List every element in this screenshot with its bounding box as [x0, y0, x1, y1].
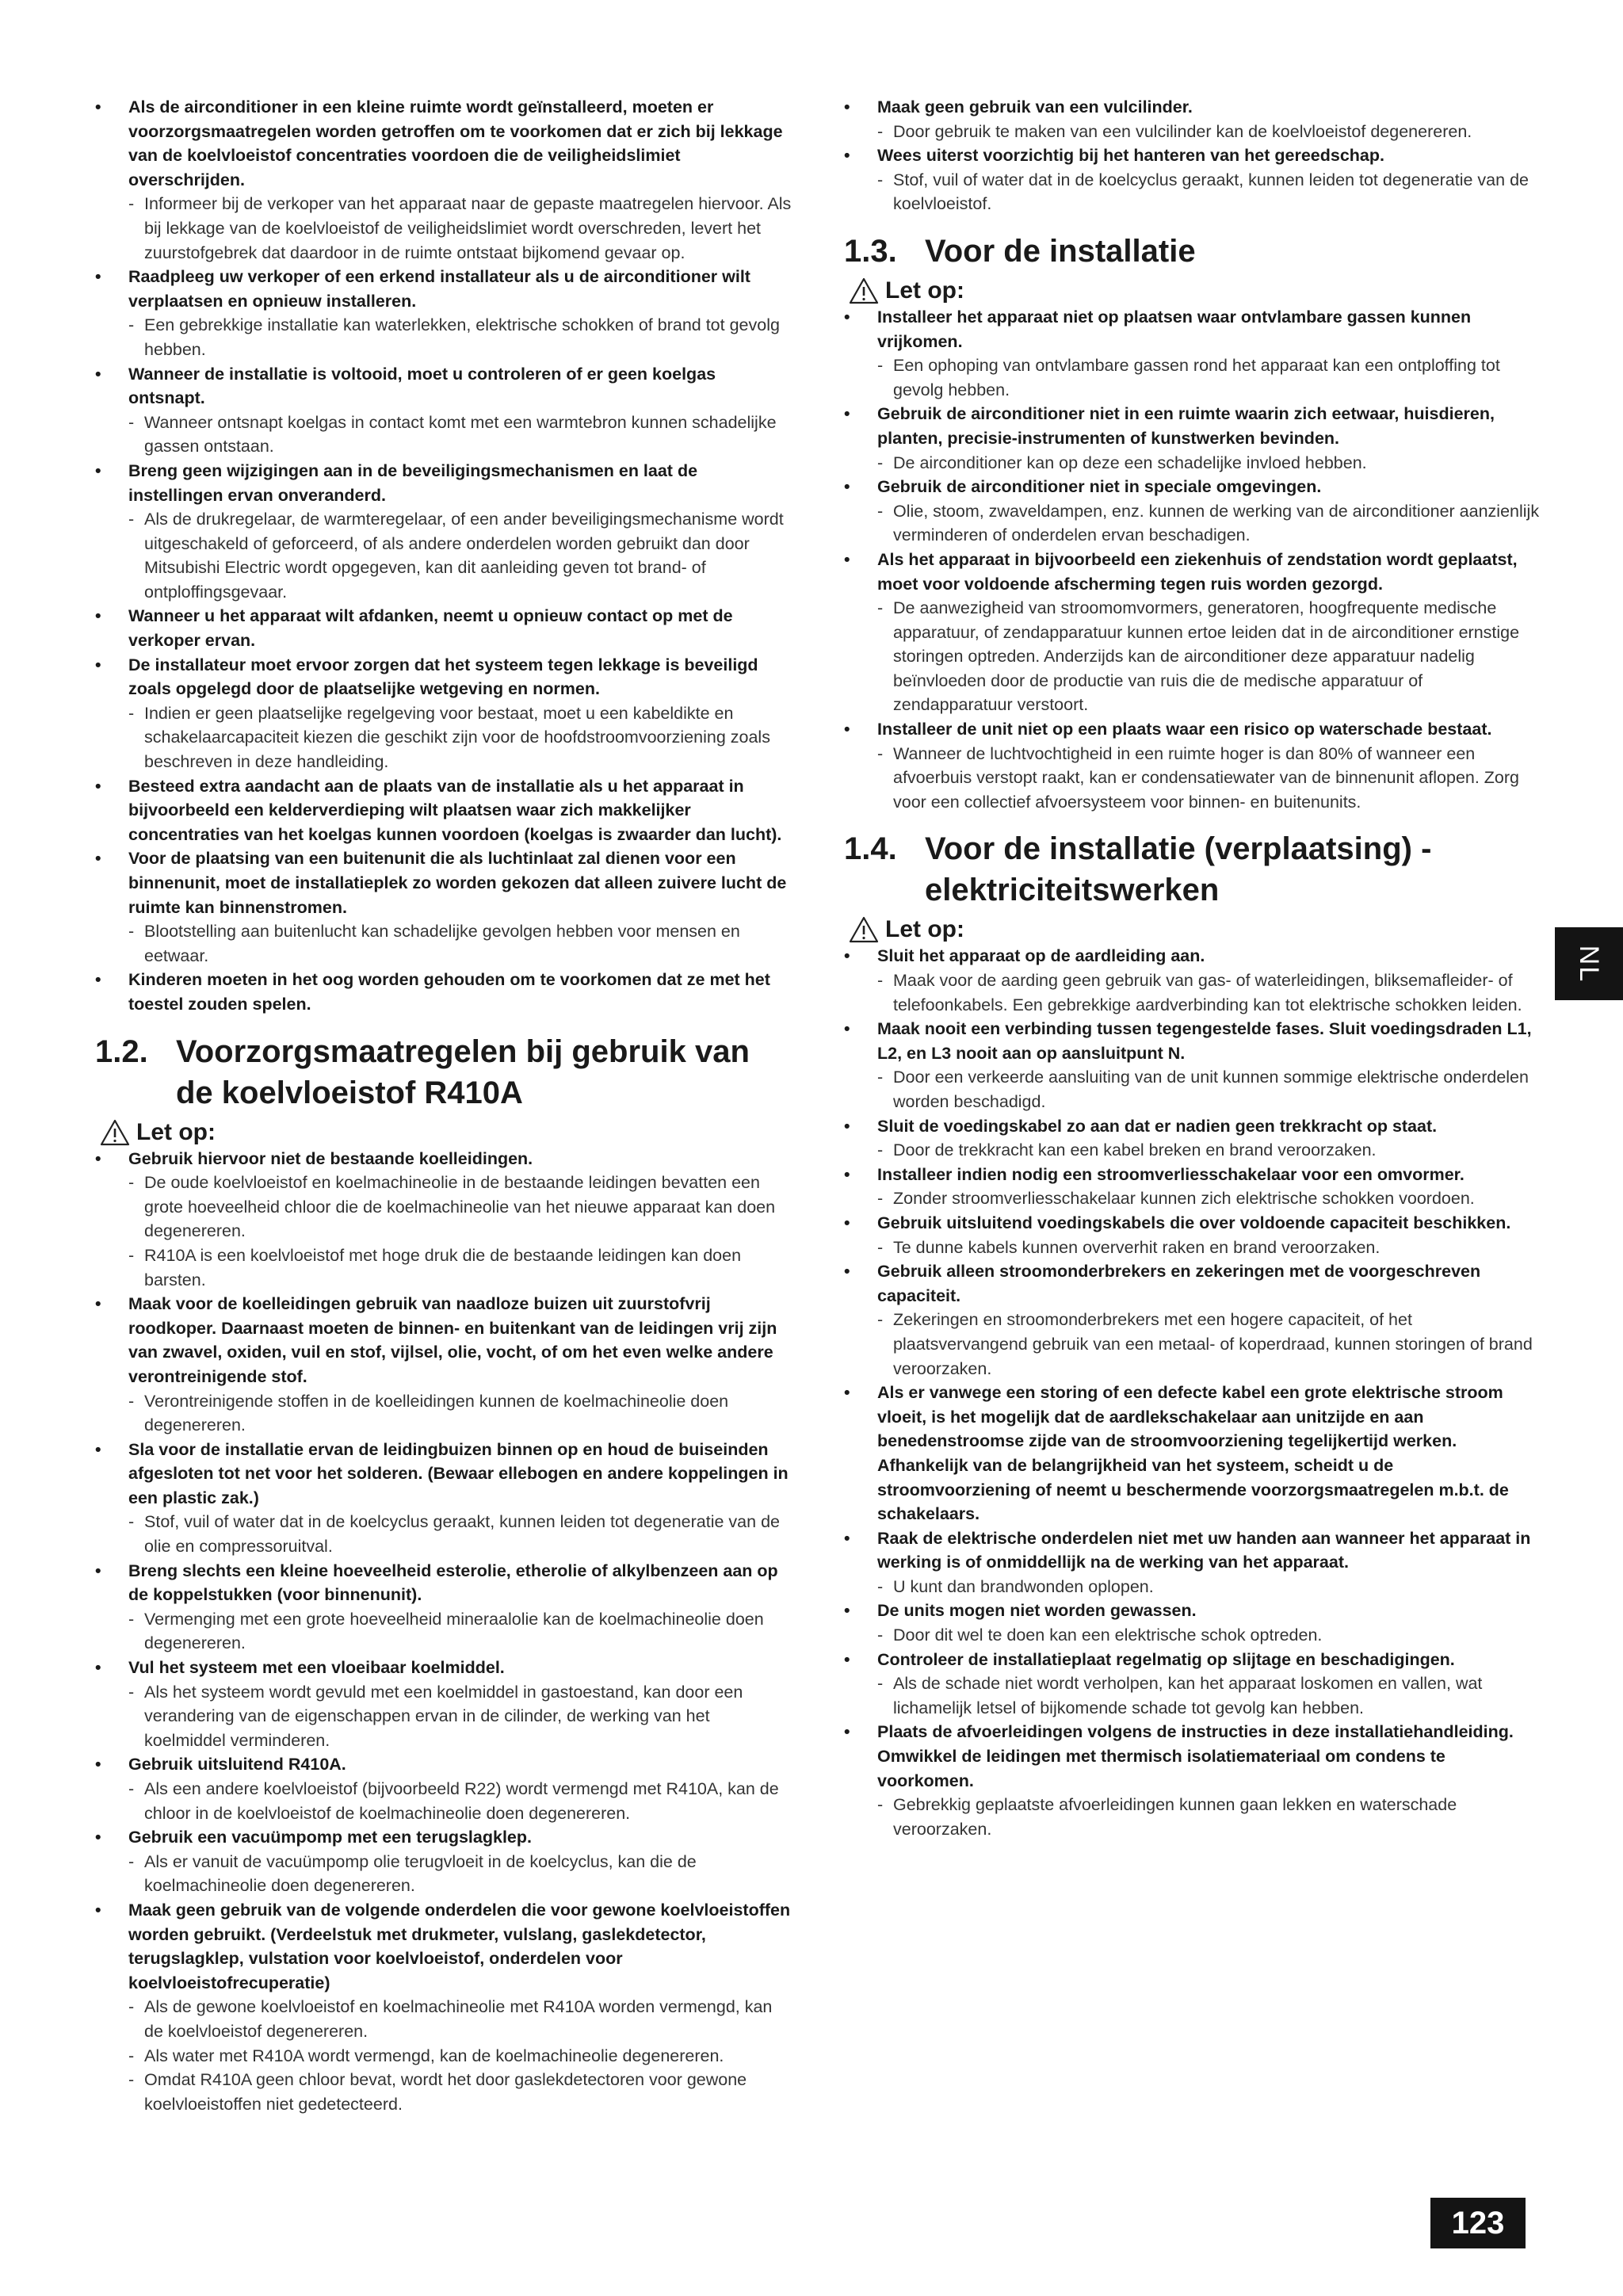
item-note: - R410A is een koelvloeistof met hoge druk die de bestaande leidingen kan doen barsten.: [95, 1244, 792, 1292]
item-heading: • Gebruik alleen stroomonderbrekers en zekeringen met de voorgeschreven capaciteit.: [844, 1259, 1541, 1308]
item-heading: • Breng geen wijzigingen aan in de beveiligingsmechanismen en laat de instellingen ervan onveranderd.: [95, 459, 792, 507]
item-heading: • Kinderen moeten in het oog worden gehouden om te voorkomen dat ze met het toestel zouden spelen.: [95, 968, 792, 1016]
item-heading: • Plaats de afvoerleidingen volgens de instructies in deze installatiehandleiding. Omwikkel de leidingen met thermisch isolatiemateriaal om condens te voorkomen.: [844, 1720, 1541, 1793]
item-heading: • Wanneer de installatie is voltooid, moet u controleren of er geen koelgas ontsnapt.: [95, 362, 792, 411]
item-heading: • Controleer de installatieplaat regelmatig op slijtage en beschadigingen.: [844, 1648, 1541, 1672]
list-item: [95, 1898, 792, 2116]
language-tab: [1555, 927, 1623, 1000]
list-item: [95, 1147, 792, 1293]
section-1-4: [844, 828, 1541, 1841]
item-note: - Door de trekkracht kan een kabel breken en brand veroorzaken.: [844, 1138, 1541, 1163]
list-item: [844, 548, 1541, 717]
item-note: - Door gebruik te maken van een vulcilinder kan de koelvloeistof degenereren.: [844, 120, 1541, 144]
list-item: [95, 653, 792, 774]
list-item: [844, 1163, 1541, 1211]
section-heading: [95, 1031, 792, 1114]
item-note: - Als er vanuit de vacuümpomp olie terugvloeit in de koelcyclus, kan die de koelmachineolie doen degenereren.: [95, 1850, 792, 1898]
caution-label: Let op:: [885, 277, 964, 304]
item-heading: • Voor de plaatsing van een buitenunit die als luchtinlaat zal dienen voor een binnenunit, moet de installatieplek zo worden gekozen dat alleen zuivere lucht de ruimte kan binnenstromen.: [95, 846, 792, 919]
warning-icon: [100, 1119, 130, 1146]
item-note: - Te dunne kabels kunnen oververhit raken en brand veroorzaken.: [844, 1236, 1541, 1260]
item-heading: • Gebruik de airconditioner niet in een ruimte waarin zich eetwaar, huisdieren, planten, precisie-instrumenten of kunstwerken bevinden.: [844, 402, 1541, 450]
item-note: - Maak voor de aarding geen gebruik van gas- of waterleidingen, bliksemafleider- of telefoonkabels. Een gebrekkige aardverbinding kan tot elektrische schokken leiden.: [844, 968, 1541, 1017]
list-item: [844, 1526, 1541, 1599]
list-item: [844, 1017, 1541, 1114]
item-heading: • Gebruik uitsluitend voedingskabels die over voldoende capaciteit beschikken.: [844, 1211, 1541, 1236]
item-heading: • Sla voor de installatie ervan de leidingbuizen binnen op en houd de buiseinden afgesloten tot net voor het solderen. (Bewaar ellebogen en andere koppelingen in een plastic zak.): [95, 1438, 792, 1511]
item-heading: • Maak geen gebruik van de volgende onderdelen die voor gewone koelvloeistoffen worden gebruikt. (Verdeelstuk met drukmeter, vulslang, gaslekdetector, terugslagklep, vulstation voor koelvloeistof, onderdelen voor koelvloeistofrecuperatie): [95, 1898, 792, 1995]
caution-heading: [100, 1118, 792, 1147]
item-heading: • Breng slechts een kleine hoeveelheid esterolie, etherolie of alkylbenzeen aan op de koppelstukken (voor binnenunit).: [95, 1559, 792, 1607]
section-heading: [844, 231, 1541, 272]
list-item: [95, 459, 792, 605]
list-item: [95, 1438, 792, 1559]
item-note: - Als het systeem wordt gevuld met een koelmiddel in gastoestand, kan door een verandering van de eigenschappen ervan in de cilinder, de werking van het koelmiddel verminderen.: [95, 1680, 792, 1753]
list-item: [844, 1381, 1541, 1526]
item-note: - Als water met R410A wordt vermengd, kan de koelmachineolie degenereren.: [95, 2044, 792, 2069]
list-item: [95, 362, 792, 459]
item-heading: • Gebruik een vacuümpomp met een terugslagklep.: [95, 1825, 792, 1850]
list-item: [95, 1825, 792, 1898]
item-heading: • Vul het systeem met een vloeibaar koelmiddel.: [95, 1656, 792, 1680]
section-1-2-list: [95, 1147, 792, 2117]
right-intro-list: [844, 95, 1541, 216]
item-heading: • Raak de elektrische onderdelen niet met uw handen aan wanneer het apparaat in werking is of onmiddellijk na de werking van het apparaat.: [844, 1526, 1541, 1575]
item-heading: • Installeer het apparaat niet op plaatsen waar ontvlambare gassen kunnen vrijkomen.: [844, 305, 1541, 353]
list-item: [95, 95, 792, 265]
list-item: [95, 1559, 792, 1656]
page-number-label: 123: [1451, 2205, 1505, 2241]
language-tab-label: NL: [1574, 945, 1605, 983]
caution-heading: [849, 915, 1541, 944]
item-note: - Door een verkeerde aansluiting van de unit kunnen sommige elektrische onderdelen worden beschadigd.: [844, 1065, 1541, 1114]
item-heading: • Raadpleeg uw verkoper of een erkend installateur als u de airconditioner wilt verplaatsen en opnieuw installeren.: [95, 265, 792, 313]
list-item: [844, 475, 1541, 548]
list-item: [844, 717, 1541, 814]
item-heading: • Wees uiterst voorzichtig bij het hanteren van het gereedschap.: [844, 143, 1541, 168]
item-note: - De oude koelvloeistof en koelmachineolie in de bestaande leidingen bevatten een grote hoeveelheid chloor die de koelmachineolie van het nieuwe apparaat kan doen degenereren.: [95, 1171, 792, 1244]
item-note: - Indien er geen plaatselijke regelgeving voor bestaat, moet u een kabeldikte en schakelaarcapaciteit kiezen die geschikt zijn voor de hoofdstroomvoorziening zoals beschreven in deze handleiding.: [95, 701, 792, 774]
section-title: Voorzorgsmaatregelen bij gebruik van de koelvloeistof R410A: [176, 1033, 750, 1110]
item-note: - Stof, vuil of water dat in de koelcyclus geraakt, kunnen leiden tot degeneratie van de olie en compressoruitval.: [95, 1510, 792, 1558]
section-1-2: [95, 1031, 792, 2117]
list-item: [844, 1211, 1541, 1259]
item-note: - De airconditioner kan op deze een schadelijke invloed hebben.: [844, 451, 1541, 476]
item-heading: • De units mogen niet worden gewassen.: [844, 1599, 1541, 1623]
item-heading: • Als het apparaat in bijvoorbeeld een ziekenhuis of zendstation wordt geplaatst, moet voor voldoende afscherming tegen ruis worden gezorgd.: [844, 548, 1541, 596]
list-item: [844, 95, 1541, 143]
section-title: Voor de installatie: [925, 233, 1196, 269]
item-heading: • Als de airconditioner in een kleine ruimte wordt geïnstalleerd, moeten er voorzorgsmaatregelen worden getroffen om te voorkomen dat er zich bij lekkage van de koelvloeistof concentraties voordoen die de veiligheidslimiet overschrijden.: [95, 95, 792, 192]
left-intro-list: [95, 95, 792, 1017]
list-item: [844, 305, 1541, 402]
section-number: 1.4.: [844, 831, 897, 867]
list-item: [844, 1599, 1541, 1647]
section-1-4-list: [844, 944, 1541, 1841]
item-note: - Gebrekkig geplaatste afvoerleidingen kunnen gaan lekken en waterschade veroorzaken.: [844, 1793, 1541, 1841]
section-1-3: [844, 231, 1541, 814]
list-item: [844, 944, 1541, 1017]
caution-heading: [849, 277, 1541, 305]
item-heading: • Als er vanwege een storing of een defecte kabel een grote elektrische stroom vloeit, is het mogelijk dat de aardlekschakelaar aan unitzijde en aan benedenstroomse zijde van de stroomvoorziening tegelijkertijd werken. Afhankelijk van de belangrijkheid van het systeem, scheidt u de stroomvoorziening of neemt u beschermende voorzorgsmaatregelen m.b.t. de schakelaars.: [844, 1381, 1541, 1526]
left-column: [95, 95, 792, 2116]
item-heading: • De installateur moet ervoor zorgen dat het systeem tegen lekkage is beveiligd zoals opgelegd door de plaatselijke wetgeving en normen.: [95, 653, 792, 701]
item-note: - Vermenging met een grote hoeveelheid mineraalolie kan de koelmachineolie doen degenereren.: [95, 1607, 792, 1656]
section-heading: [844, 828, 1541, 911]
section-title: Voor de installatie (verplaatsing) - elektriciteitswerken: [925, 831, 1432, 908]
item-note: - Als de gewone koelvloeistof en koelmachineolie met R410A worden vermengd, kan de koelvloeistof degenereren.: [95, 1995, 792, 2043]
list-item: [95, 774, 792, 847]
page-number: [1430, 2198, 1526, 2248]
list-item: [95, 604, 792, 652]
section-1-3-list: [844, 305, 1541, 814]
item-note: - Een ophoping van ontvlambare gassen rond het apparaat kan een ontploffing tot gevolg hebben.: [844, 353, 1541, 402]
item-note: - Als de drukregelaar, de warmteregelaar, of een ander beveiligingsmechanisme wordt uitgeschakeld of geforceerd, of als andere onderdelen worden gebruikt dan door Mitsubishi Electric wordt opgegeven, kan dit aanleiding geven tot brand- of ontploffingsgevaar.: [95, 507, 792, 604]
item-heading: • Installeer de unit niet op een plaats waar een risico op waterschade bestaat.: [844, 717, 1541, 742]
item-note: - De aanwezigheid van stroomomvormers, generatoren, hoogfrequente medische apparatuur, of zendapparatuur kunnen ertoe leiden dat in de airconditioner ernstige storingen optreden. Anderzijds kan de airconditioner deze apparatuur nadelig beïnvloeden door de productie van ruis die de medische apparatuur of zendapparatuur verstoort.: [844, 596, 1541, 717]
section-number: 1.2.: [95, 1033, 148, 1069]
section-number: 1.3.: [844, 233, 897, 269]
item-heading: • Wanneer u het apparaat wilt afdanken, neemt u opnieuw contact op met de verkoper ervan.: [95, 604, 792, 652]
item-heading: • Besteed extra aandacht aan de plaats van de installatie als u het apparaat in bijvoorbeeld een kelderverdieping wilt plaatsen waar zich makkelijker concentraties van het koelgas kunnen voordoen (koelgas is zwaarder dan lucht).: [95, 774, 792, 847]
item-note: - Zekeringen en stroomonderbrekers met een hogere capaciteit, of het plaatsvervangend gebruik van een metaal- of koperdraad, kunnen storingen of brand veroorzaken.: [844, 1308, 1541, 1381]
list-item: [95, 1752, 792, 1825]
item-note: - Omdat R410A geen chloor bevat, wordt het door gaslekdetectoren voor gewone koelvloeistoffen niet gedetecteerd.: [95, 2068, 792, 2116]
item-heading: • Gebruik uitsluitend R410A.: [95, 1752, 792, 1777]
list-item: [95, 846, 792, 968]
list-item: [844, 402, 1541, 475]
list-item: [844, 1648, 1541, 1721]
right-column: [844, 95, 1541, 1841]
warning-icon: [849, 916, 879, 943]
caution-label: Let op:: [136, 1118, 216, 1145]
item-note: - Informeer bij de verkoper van het apparaat naar de gepaste maatregelen hiervoor. Als bij lekkage van de koelvloeistof de veiligheidslimiet wordt overschreden, levert het zuurstofgebrek dat daardoor in de ruimte ontstaat bijkomend gevaar op.: [95, 192, 792, 265]
list-item: [844, 1259, 1541, 1381]
warning-icon: [849, 277, 879, 304]
item-heading: • Gebruik de airconditioner niet in speciale omgevingen.: [844, 475, 1541, 499]
item-note: - Als een andere koelvloeistof (bijvoorbeeld R22) wordt vermengd met R410A, kan de chloor in de koelvloeistof de koelmachineolie doen degenereren.: [95, 1777, 792, 1825]
item-note: - Blootstelling aan buitenlucht kan schadelijke gevolgen hebben voor mensen en eetwaar.: [95, 919, 792, 968]
list-item: [95, 968, 792, 1016]
item-note: - Stof, vuil of water dat in de koelcyclus geraakt, kunnen leiden tot degeneratie van de koelvloeistof.: [844, 168, 1541, 216]
item-note: - Een gebrekkige installatie kan waterlekken, elektrische schokken of brand tot gevolg hebben.: [95, 313, 792, 361]
list-item: [844, 143, 1541, 216]
item-heading: • Installeer indien nodig een stroomverliesschakelaar voor een omvormer.: [844, 1163, 1541, 1187]
list-item: [95, 1292, 792, 1438]
item-note: - Door dit wel te doen kan een elektrische schok optreden.: [844, 1623, 1541, 1648]
item-note: - Als de schade niet wordt verholpen, kan het apparaat loskomen en vallen, wat lichamelijk letsel of bijkomende schade tot gevolg kan hebben.: [844, 1671, 1541, 1720]
caution-label: Let op:: [885, 916, 964, 943]
item-note: - Olie, stoom, zwaveldampen, enz. kunnen de werking van de airconditioner aanzienlijk verminderen of onderdelen ervan beschadigen.: [844, 499, 1541, 548]
item-heading: • Sluit de voedingskabel zo aan dat er nadien geen trekkracht op staat.: [844, 1114, 1541, 1139]
list-item: [95, 265, 792, 361]
list-item: [95, 1656, 792, 1752]
item-heading: • Maak geen gebruik van een vulcilinder.: [844, 95, 1541, 120]
item-note: - Wanneer ontsnapt koelgas in contact komt met een warmtebron kunnen schadelijke gassen ontstaan.: [95, 411, 792, 459]
item-heading: • Maak nooit een verbinding tussen tegengestelde fases. Sluit voedingsdraden L1, L2, en L3 nooit aan op aansluitpunt N.: [844, 1017, 1541, 1065]
item-note: - Verontreinigende stoffen in de koelleidingen kunnen de koelmachineolie doen degenereren.: [95, 1389, 792, 1438]
item-note: - Zonder stroomverliesschakelaar kunnen zich elektrische schokken voordoen.: [844, 1186, 1541, 1211]
list-item: [844, 1720, 1541, 1841]
item-note: - Wanneer de luchtvochtigheid in een ruimte hoger is dan 80% of wanneer een afvoerbuis verstopt raakt, kan er condensatiewater van de binnenunit aflopen. Zorg voor een collectief afvoersysteem voor binnen- en buitenunits.: [844, 742, 1541, 815]
item-heading: • Gebruik hiervoor niet de bestaande koelleidingen.: [95, 1147, 792, 1171]
item-heading: • Maak voor de koelleidingen gebruik van naadloze buizen uit zuurstofvrij roodkoper. Daarnaast moeten de binnen- en buitenkant van de leidingen vrij zijn van zwavel, oxiden, vuil en stof, vijlsel, olie, vocht, of om het even welke andere verontreinigende stof.: [95, 1292, 792, 1389]
list-item: [844, 1114, 1541, 1163]
item-heading: • Sluit het apparaat op de aardleiding aan.: [844, 944, 1541, 968]
item-note: - U kunt dan brandwonden oplopen.: [844, 1575, 1541, 1599]
